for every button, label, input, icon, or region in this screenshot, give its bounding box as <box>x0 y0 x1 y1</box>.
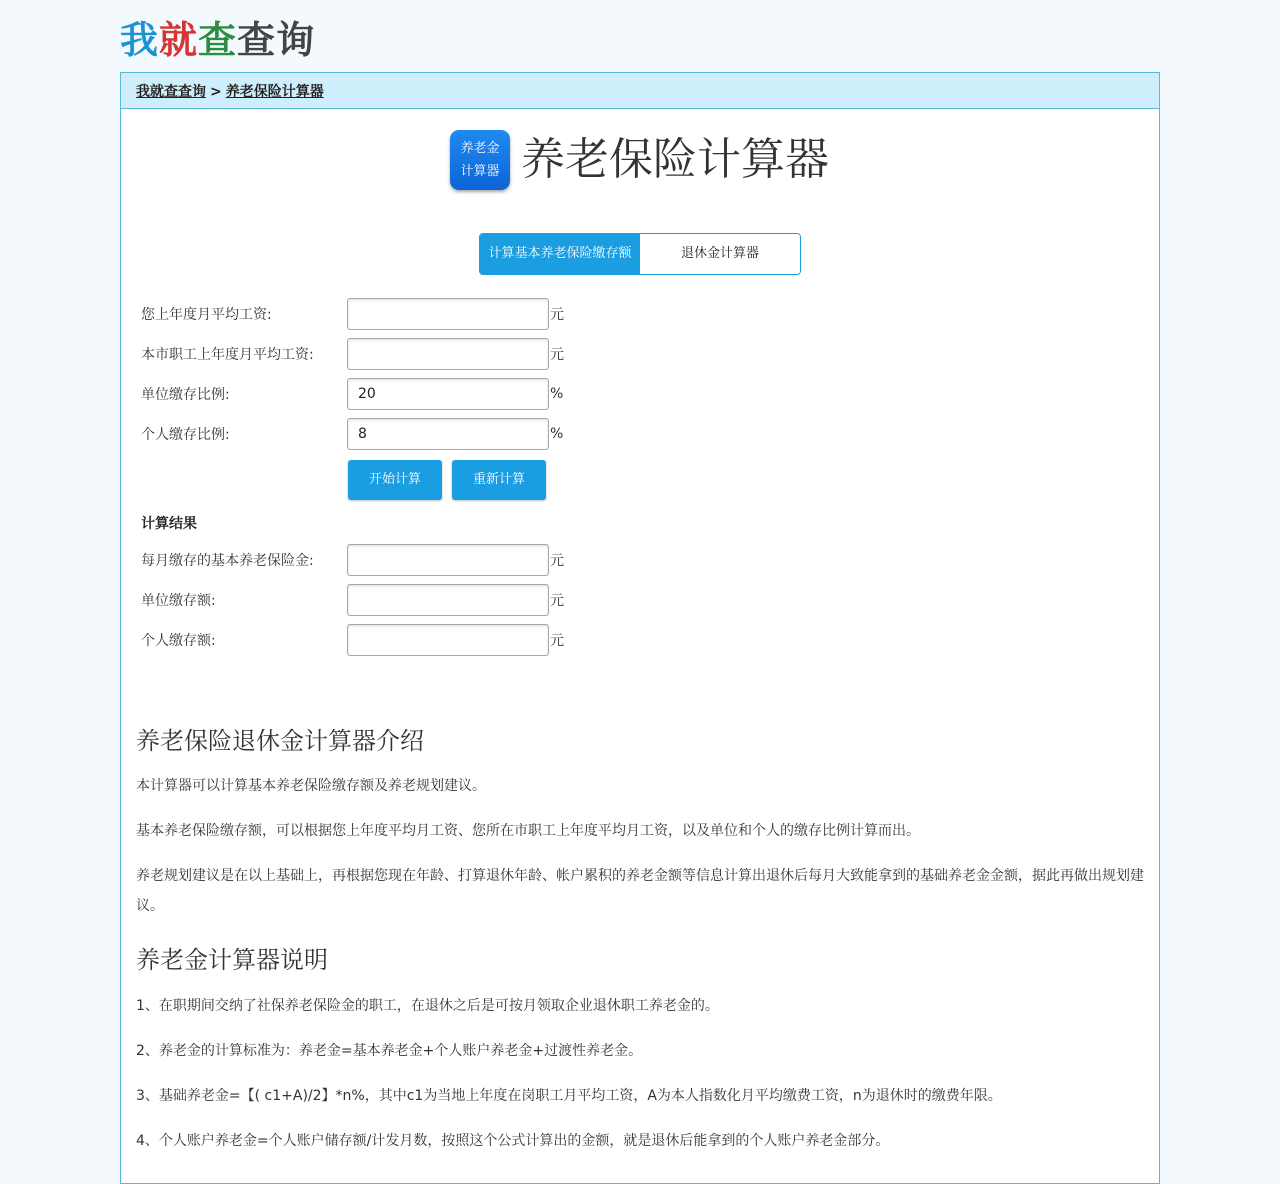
monthly-contribution-output[interactable] <box>347 544 549 576</box>
field-label: 个人缴存比例: <box>141 427 230 443</box>
result-row <box>141 584 564 616</box>
reset-calculate-button[interactable]: 重新计算 <box>452 460 546 500</box>
intro-paragraph: 本计算器可以计算基本养老保险缴存额及养老规划建议。 <box>136 778 486 794</box>
result-label: 个人缴存额: <box>141 633 216 649</box>
tab-basic-contribution[interactable]: 计算基本养老保险缴存额 <box>480 234 640 274</box>
field-label: 本市职工上年度月平均工资: <box>141 347 314 363</box>
breadcrumb-current-link[interactable]: 养老保险计算器 <box>225 84 324 100</box>
personal-amount-output[interactable] <box>347 624 549 656</box>
field-label: 您上年度月平均工资: <box>141 307 272 323</box>
calculator-app-icon <box>450 130 510 190</box>
result-row <box>141 544 564 576</box>
my-avg-salary-input[interactable] <box>347 298 549 330</box>
personal-rate-input[interactable] <box>347 418 549 450</box>
field-label: 单位缴存比例: <box>141 387 230 403</box>
page-header <box>450 128 829 192</box>
breadcrumb <box>121 73 1159 109</box>
city-avg-salary-input[interactable] <box>347 338 549 370</box>
logo-char: 就 <box>159 18 199 62</box>
logo-char: 我 <box>120 18 160 62</box>
breadcrumb-separator: > <box>210 84 222 100</box>
app-icon-line1: 养老金 <box>460 141 500 156</box>
logo-char: 查 <box>237 18 277 62</box>
result-row <box>141 624 564 656</box>
notes-paragraph: 2、养老金的计算标准为：养老金=基本养老金+个人账户养老金+过渡性养老金。 <box>136 1043 643 1059</box>
notes-paragraph: 4、个人账户养老金=个人账户储存额/计发月数，按照这个公式计算出的金额，就是退休后能拿到的个人账户养老金部分。 <box>136 1133 890 1149</box>
logo-char: 查 <box>198 18 238 62</box>
employer-amount-output[interactable] <box>347 584 549 616</box>
unit-label: 元 <box>550 593 564 609</box>
page-title: 养老保险计算器 <box>521 134 829 185</box>
intro-paragraph: 养老规划建议是在以上基础上，再根据您现在年龄、打算退休年龄、帐户累积的养老金额等信息计算出退休后每月大致能拿到的基础养老金金额，据此再做出规划建议。 <box>136 868 1144 914</box>
unit-label: % <box>550 386 564 402</box>
results-heading: 计算结果 <box>141 516 197 532</box>
form-row <box>141 378 563 410</box>
main-card <box>120 72 1160 1184</box>
site-logo[interactable] <box>120 18 315 62</box>
employer-rate-input[interactable] <box>347 378 549 410</box>
form-row <box>141 298 564 330</box>
notes-paragraph: 3、基础养老金=【( c1+A)/2】*n%，其中c1为当地上年度在岗职工月平均工资，A为本人指数化月平均缴费工资，n为退休时的缴费年限。 <box>136 1088 1002 1104</box>
start-calculate-button[interactable]: 开始计算 <box>348 460 442 500</box>
unit-label: % <box>550 426 564 442</box>
form-row <box>141 338 564 370</box>
breadcrumb-home-link[interactable]: 我就查查询 <box>136 84 206 100</box>
form-row <box>141 418 563 450</box>
result-label: 每月缴存的基本养老保险金: <box>141 553 314 569</box>
notes-paragraph: 1、在职期间交纳了社保养老保险金的职工，在退休之后是可按月领取企业退休职工养老金的。 <box>136 998 719 1014</box>
unit-label: 元 <box>550 553 564 569</box>
notes-heading: 养老金计算器说明 <box>136 946 328 974</box>
unit-label: 元 <box>550 347 564 363</box>
calculator-tabs <box>479 233 801 275</box>
intro-paragraph: 基本养老保险缴存额，可以根据您上年度平均月工资、您所在市职工上年度平均月工资，以及单位和个人的缴存比例计算而出。 <box>136 823 920 839</box>
intro-heading: 养老保险退休金计算器介绍 <box>136 727 424 755</box>
logo-char: 询 <box>276 18 316 62</box>
app-icon-line2: 计算器 <box>460 164 500 179</box>
result-label: 单位缴存额: <box>141 593 216 609</box>
tab-pension-calculator[interactable]: 退休金计算器 <box>640 234 800 274</box>
unit-label: 元 <box>550 307 564 323</box>
unit-label: 元 <box>550 633 564 649</box>
